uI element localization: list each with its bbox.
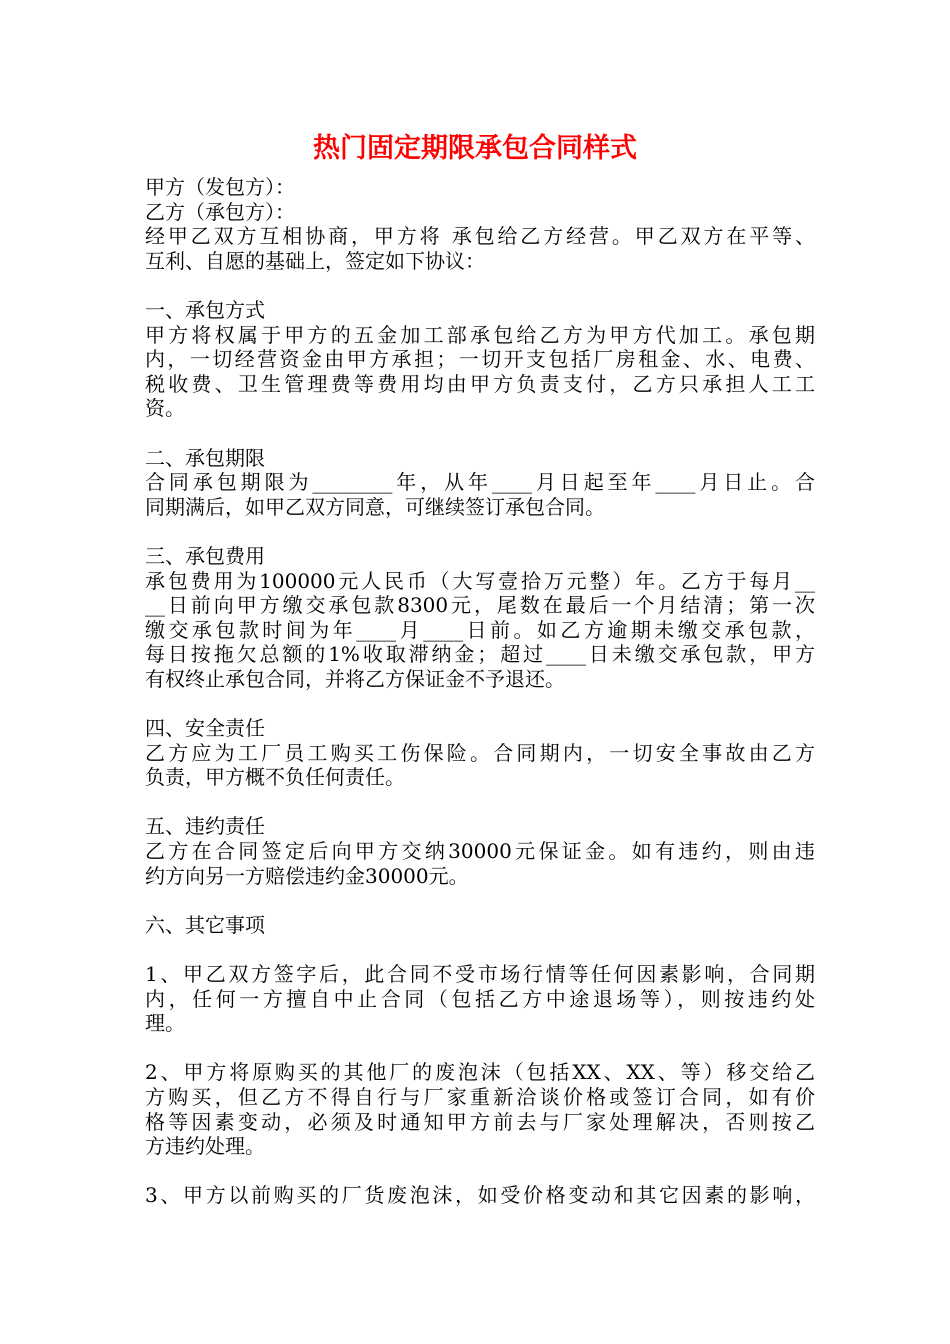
blank-line — [145, 691, 815, 716]
text-line: 三、承包费用 — [145, 543, 265, 568]
text-line: 有权终止承包合同，并将乙方保证金不予退还。 — [145, 666, 565, 691]
text-line: 约方向另一方赔偿违约金30000元。 — [145, 863, 469, 888]
text-line: 方违约处理。 — [145, 1134, 265, 1159]
text-line: 1、甲乙双方签字后，此合同不受市场行情等任何因素影响，合同期 — [145, 962, 815, 986]
text-line: 合同承包期限为________年，从年____月日起至年____月日止。合 — [145, 470, 815, 495]
blank-line — [145, 1159, 815, 1184]
text-line: 内，任何一方擅自中止合同（包括乙方中途退场等），则按违约处 — [145, 986, 815, 1011]
text-line: 五、违约责任 — [145, 814, 265, 839]
text-line: 六、其它事项 — [145, 912, 265, 937]
text-line: 内，一切经营资金由甲方承担；一切开支包括厂房租金、水、电费、 — [145, 347, 815, 372]
text-line: __日前向甲方缴交承包款8300元，尾数在最后一个月结清；第一次 — [145, 593, 815, 618]
text-line: 甲方（发包方）： — [145, 175, 295, 199]
text-line: 四、安全责任 — [145, 716, 265, 741]
text-line: 缴交承包款时间为年____月____日前。如乙方逾期未缴交承包款， — [145, 617, 815, 642]
text-line: 3、甲方以前购买的厂货废泡沫，如受价格变动和其它因素的影响， — [145, 1183, 815, 1208]
text-line: 方购买，但乙方不得自行与厂家重新洽谈价格或签订合同，如有价 — [145, 1084, 815, 1109]
text-line: 2、甲方将原购买的其他厂的废泡沫（包括XX、XX、等）移交给乙 — [145, 1060, 815, 1085]
document-body — [145, 175, 815, 1208]
text-line: 二、承包期限 — [145, 445, 265, 470]
blank-line — [145, 888, 815, 913]
text-line: 乙方应为工厂员工购买工伤保险。合同期内，一切安全事故由乙方 — [145, 740, 815, 765]
blank-line — [145, 519, 815, 544]
text-line: 税收费、卫生管理费等费用均由甲方负责支付，乙方只承担人工工 — [145, 371, 815, 396]
blank-line — [145, 421, 815, 446]
text-line: 格等因素变动，必须及时通知甲方前去与厂家处理解决，否则按乙 — [145, 1109, 815, 1134]
text-line: 甲方将权属于甲方的五金加工部承包给乙方为甲方代加工。承包期 — [145, 322, 815, 347]
text-line: 乙方（承包方）： — [145, 199, 295, 224]
text-line: 同期满后，如甲乙双方同意，可继续签订承包合同。 — [145, 494, 605, 519]
text-line: 经甲乙双方互相协商，甲方将 承包给乙方经营。甲乙双方在平等、 — [145, 224, 815, 249]
blank-line — [145, 1036, 815, 1061]
text-line: 一、承包方式 — [145, 297, 265, 322]
text-line: 资。 — [145, 396, 185, 421]
blank-line — [145, 937, 815, 962]
blank-line — [145, 273, 815, 298]
text-line: 每日按拖欠总额的1%收取滞纳金；超过____日未缴交承包款，甲方 — [145, 642, 815, 667]
text-line: 互利、自愿的基础上，签定如下协议： — [145, 248, 485, 273]
text-line: 乙方在合同签定后向甲方交纳30000元保证金。如有违约，则由违 — [145, 839, 815, 864]
text-line: 理。 — [145, 1011, 185, 1036]
text-line: 承包费用为100000元人民币（大写壹拾万元整）年。乙方于每月__ — [145, 568, 815, 593]
text-line: 负责，甲方概不负任何责任。 — [145, 765, 405, 790]
blank-line — [145, 790, 815, 815]
document-title: 热门固定期限承包合同样式 — [313, 133, 637, 164]
